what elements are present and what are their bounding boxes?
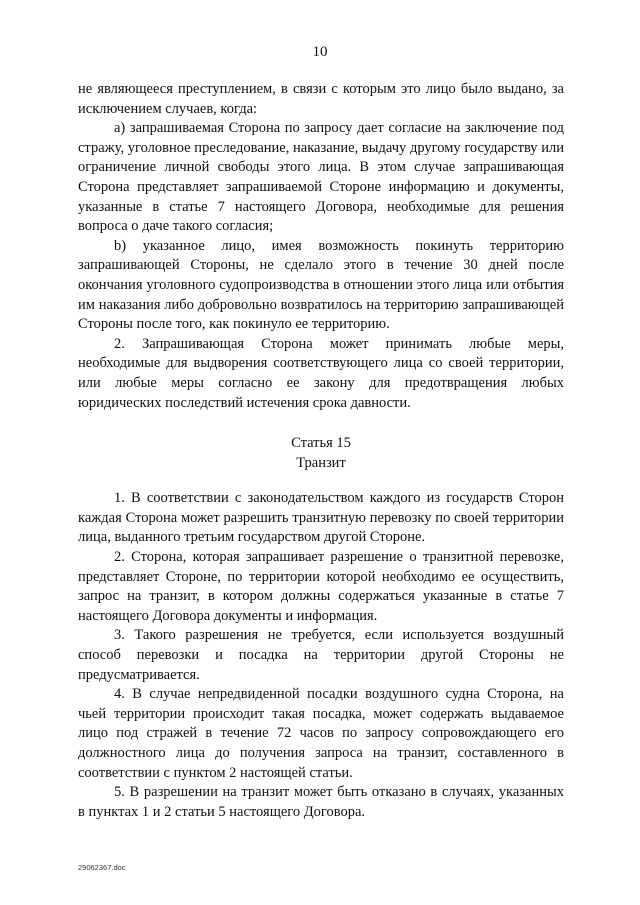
paragraph: 3. Такого разрешения не требуется, если используется воздушный способ перевозки и посадка на территории другой Стороны не предусматривается. — [78, 627, 564, 683]
paragraph: не являющееся преступлением, в связи с которым это лицо было выдано, за исключением случаев, когда: — [78, 81, 564, 117]
paragraph: b) указанное лицо, имея возможность покинуть территорию запрашивающей Стороны, не сделало этого в течение 30 дней после окончания уголовного судопроизводства в отношении этого лица или отбытия им наказания либо добровольно возвратилось на территорию запрашивающей Стороны после того, как покинуло ее территорию. — [78, 237, 564, 333]
paragraph: 2. Сторона, которая запрашивает разрешение о транзитной перевозке, представляет Стороне, по территории которой необходимо ее осуществить, запрос на транзит, в котором должны содержаться указанные в статье 7 настоящего Договора документы и информация. — [78, 549, 564, 624]
paragraph: 2. Запрашивающая Сторона может принимать любые меры, необходимые для выдворения соответствующего лица со своей территории, или любые меры согласно ее закону для предотвращения любых юридических последствий истечения срока давности. — [78, 335, 564, 411]
paragraph: 5. В разрешении на транзит может быть отказано в случаях, указанных в пунктах 1 и 2 статьи 5 настоящего Договора. — [78, 784, 564, 820]
document-body — [78, 80, 564, 822]
article-title: Транзит — [296, 454, 346, 471]
paragraph: 4. В случае непредвиденной посадки воздушного судна Сторона, на чьей территории происходит такая посадка, может содержать выдаваемое лицо под стражей в течение 72 часов по запросу сопровождающего его должностного лица до получения запроса на транзит, составленного в соответствии с пунктом 2 настоящей статьи. — [78, 686, 564, 781]
article-number: Статья 15 — [291, 435, 351, 452]
footer-file-name: 29062367.doc — [78, 863, 126, 872]
paragraph: a) запрашиваемая Сторона по запросу дает согласие на заключение под стражу, уголовное преследование, наказание, выдачу другому государству или ограничение личной свободы этого лица. В этом случае запрашивающая Сторона представляет запрашиваемой Стороне информацию и документы, указанные в статье 7 настоящего Договора, необходимые для решения вопроса о даче такого согласия; — [78, 120, 564, 235]
preceding-article-text — [78, 80, 564, 413]
page-number: 10 — [312, 44, 328, 60]
paragraph: 1. В соответствии с законодательством каждого из государств Сторон каждая Сторона может разрешить транзитную перевозку по своей территории лица, выданного третьим государством другой Стороне. — [78, 490, 564, 546]
article-heading — [78, 434, 564, 473]
article-text — [78, 489, 564, 822]
